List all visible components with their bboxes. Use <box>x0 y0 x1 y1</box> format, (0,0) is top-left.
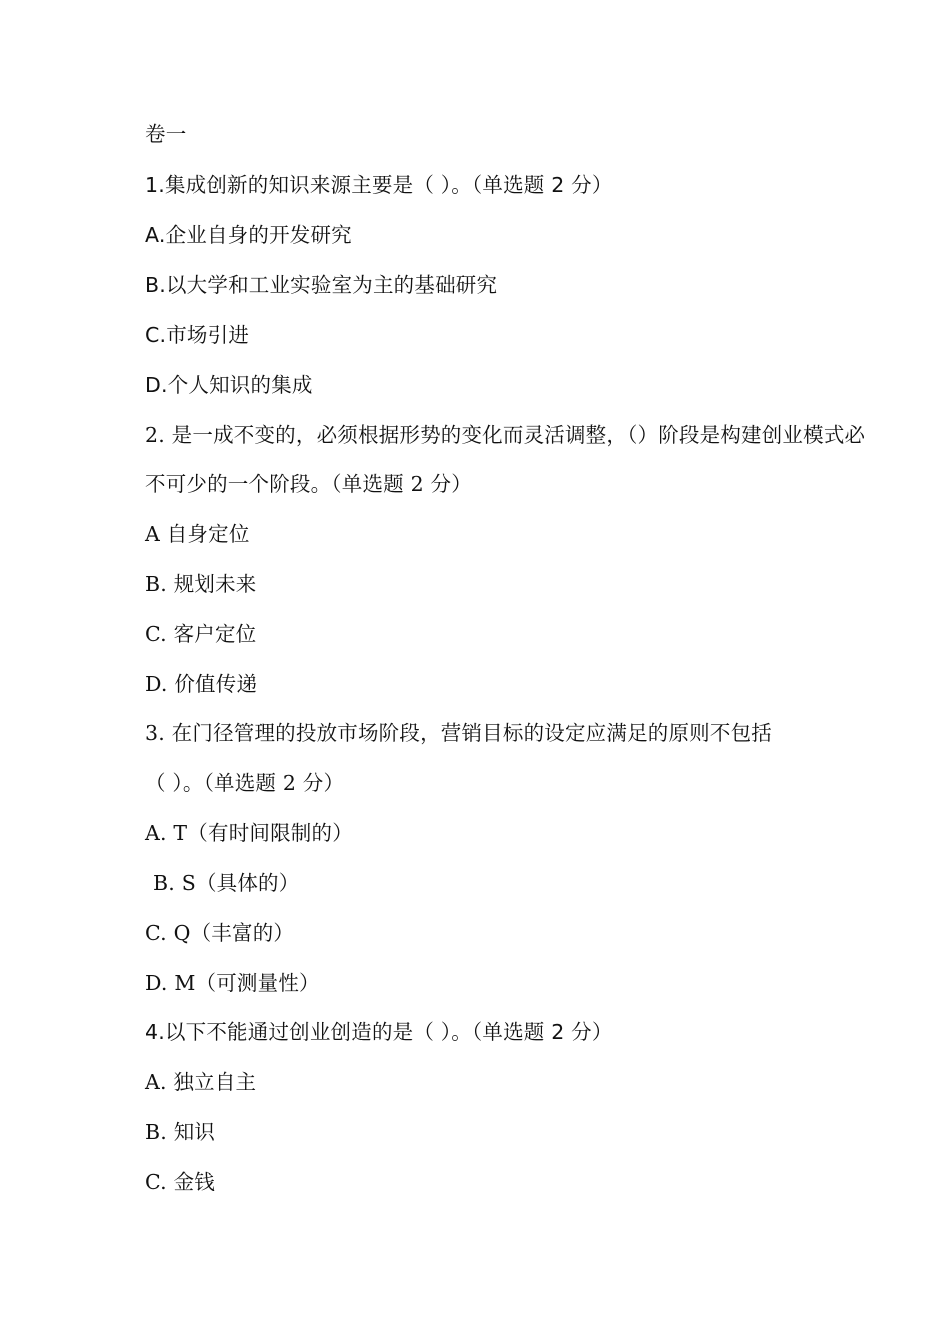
question-1-option-a: A.企业自身的开发研究 <box>145 223 352 247</box>
question-3-stem-line-1: 3. 在门径管理的投放市场阶段，营销目标的设定应满足的原则不包括 <box>145 721 772 745</box>
question-2-option-b: B. 规划未来 <box>145 572 257 596</box>
question-3-option-b: B. S（具体的） <box>153 871 300 895</box>
question-1-option-d: D.个人知识的集成 <box>145 373 313 397</box>
question-4-option-c: C. 金钱 <box>145 1170 215 1194</box>
question-2-option-a: A 自身定位 <box>145 522 250 546</box>
question-1-option-b: B.以大学和工业实验室为主的基础研究 <box>145 273 498 297</box>
question-2-stem-line-2: 不可少的一个阶段。（单选题 2 分） <box>145 472 472 496</box>
question-3-option-d: D. M（可测量性） <box>145 971 320 995</box>
document-title: 卷一 <box>145 122 187 146</box>
question-2-option-c: C. 客户定位 <box>145 622 257 646</box>
question-4-option-b: B. 知识 <box>145 1120 216 1144</box>
question-1-option-c: C.市场引进 <box>145 323 250 347</box>
question-4-option-a: A. 独立自主 <box>145 1070 257 1094</box>
question-3-option-c: C. Q（丰富的） <box>145 921 295 945</box>
question-1-stem: 1.集成创新的知识来源主要是（ ）。（单选题 2 分） <box>145 173 613 197</box>
question-2-option-d: D. 价值传递 <box>145 672 258 696</box>
question-4-stem: 4.以下不能通过创业创造的是（ ）。（单选题 2 分） <box>145 1020 613 1044</box>
question-3-stem-line-2: （ ）。（单选题 2 分） <box>145 771 345 795</box>
question-3-option-a: A. T（有时间限制的） <box>145 821 353 845</box>
question-2-stem-line-1: 2. 是一成不变的，必须根据形势的变化而灵活调整，（）阶段是构建创业模式必 <box>145 423 866 447</box>
